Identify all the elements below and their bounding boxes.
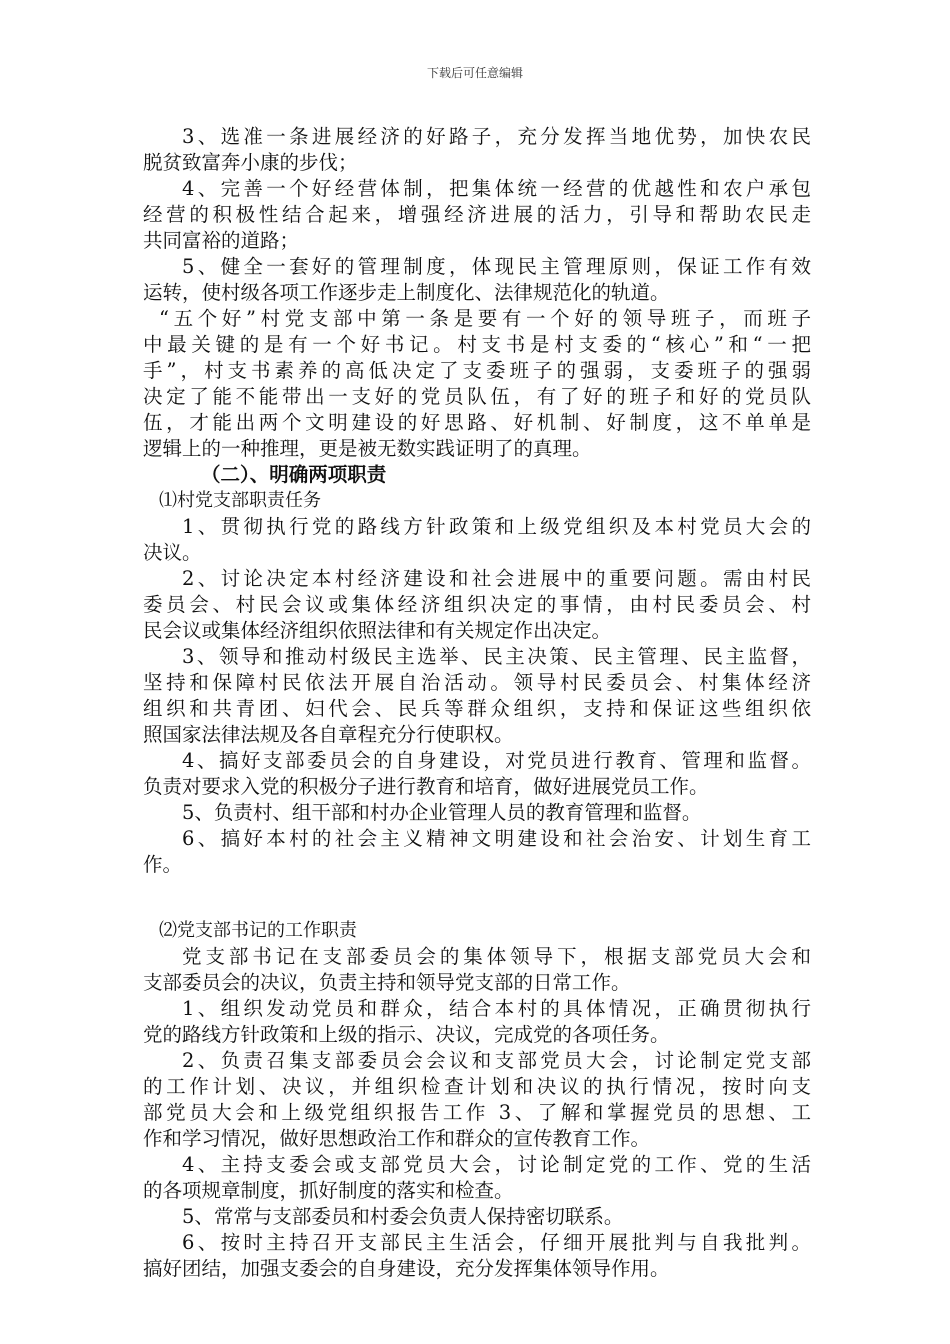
paragraph-line: 作。 bbox=[143, 853, 183, 876]
paragraph-line: 6、搞好本村的社会主义精神文明建设和社会治安、计划生育工 bbox=[182, 827, 811, 850]
paragraph-line: 手”，村支书素养的高低决定了支委班子的强弱，支委班子的强弱 bbox=[143, 359, 811, 382]
paragraph-line: 6、按时主持召开支部民主生活会，仔细开展批判与自我批判。 bbox=[182, 1231, 811, 1254]
section-heading: （二）、明确两项职责 bbox=[201, 463, 387, 486]
paragraph-line: 支部委员会的决议，负责主持和领导党支部的日常工作。 bbox=[143, 971, 631, 994]
paragraph-line: 负责对要求入党的积极分子进行教育和培育，做好进展党员工作。 bbox=[143, 775, 709, 798]
paragraph-line: 党的路线方针政策和上级的指示、决议，完成党的各项任务。 bbox=[143, 1023, 670, 1046]
paragraph-line: 2、负责召集支部委员会会议和支部党员大会，讨论制定党支部 bbox=[182, 1049, 811, 1072]
paragraph-line: 3、领导和推动村级民主选举、民主决策、民主管理、民主监督， bbox=[182, 645, 811, 668]
paragraph-line: 坚持和保障村民依法开展自治活动。领导村民委员会、村集体经济 bbox=[143, 671, 811, 694]
blank-space bbox=[143, 878, 811, 918]
paragraph-line: 决定了能不能带出一支好的党员队伍，有了好的班子和好的党员队 bbox=[143, 385, 811, 408]
paragraph-line: 4、完善一个好经营体制，把集体统一经营的优越性和农户承包 bbox=[182, 177, 811, 200]
paragraph-line: 中最关键的是有一个好书记。村支书是村支委的“核心”和“一把 bbox=[143, 333, 811, 356]
paragraph-line: 逻辑上的一种推理，更是被无数实践证明了的真理。 bbox=[143, 437, 592, 460]
paragraph-line: 民会议或集体经济组织依照法律和有关规定作出决定。 bbox=[143, 619, 612, 642]
paragraph-line: 作和学习情况，做好思想政治工作和群众的宣传教育工作。 bbox=[143, 1127, 651, 1150]
paragraph-line: 委员会、村民会议或集体经济组织决定的事情，由村民委员会、村 bbox=[143, 593, 811, 616]
paragraph-line: 经营的积极性结合起来，增强经济进展的活力，引导和帮助农民走 bbox=[143, 203, 811, 226]
paragraph-line: “五个好”村党支部中第一条是要有一个好的领导班子，而班子 bbox=[159, 307, 811, 330]
paragraph-line: 1、贯彻执行党的路线方针政策和上级党组织及本村党员大会的 bbox=[182, 515, 811, 538]
paragraph-line: 的各项规章制度，抓好制度的落实和检查。 bbox=[143, 1179, 514, 1202]
paragraph-line: 组织和共青团、妇代会、民兵等群众组织，支持和保证这些组织依 bbox=[143, 697, 811, 720]
paragraph-line: 4、搞好支部委员会的自身建设，对党员进行教育、管理和监督。 bbox=[182, 749, 811, 772]
paragraph-line: 照国家法律法规及各自章程充分行使职权。 bbox=[143, 723, 514, 746]
document-body bbox=[143, 124, 811, 1282]
paragraph-line: 党支部书记在支部委员会的集体领导下，根据支部党员大会和 bbox=[182, 945, 811, 968]
paragraph-line: 伍，才能出两个文明建设的好思路、好机制、好制度，这不单单是 bbox=[143, 411, 811, 434]
subsection-title: ⑵党支部书记的工作职责 bbox=[159, 920, 357, 941]
paragraph-line: 共同富裕的道路； bbox=[143, 229, 300, 252]
paragraph-line: 5、常常与支部委员和村委会负责人保持密切联系。 bbox=[182, 1205, 624, 1228]
paragraph-line: 2、讨论决定本村经济建设和社会进展中的重要问题。需由村民 bbox=[182, 567, 811, 590]
paragraph-line: 5、负责村、组干部和村办企业管理人员的教育管理和监督。 bbox=[182, 801, 702, 824]
paragraph-line: 的工作计划、决议，并组织检查计划和决议的执行情况，按时向支 bbox=[143, 1075, 811, 1098]
page-header: 下载后可任意编辑 bbox=[426, 66, 523, 80]
paragraph-line: 运转，使村级各项工作逐步走上制度化、法律规范化的轨道。 bbox=[143, 281, 670, 304]
paragraph-line: 决议。 bbox=[143, 541, 202, 564]
paragraph-line: 1、组织发动党员和群众，结合本村的具体情况，正确贯彻执行 bbox=[182, 997, 811, 1020]
paragraph-line: 脱贫致富奔小康的步伐； bbox=[143, 151, 358, 174]
subsection-title: ⑴村党支部职责任务 bbox=[159, 490, 321, 511]
paragraph-line: 部党员大会和上级党组织报告工作 3、了解和掌握党员的思想、工 bbox=[143, 1101, 811, 1124]
paragraph-line: 5、健全一套好的管理制度，体现民主管理原则，保证工作有效 bbox=[182, 255, 811, 278]
paragraph-line: 3、选准一条进展经济的好路子，充分发挥当地优势，加快农民 bbox=[182, 125, 811, 148]
paragraph-line: 搞好团结，加强支委会的自身建设，充分发挥集体领导作用。 bbox=[143, 1257, 670, 1280]
paragraph-line: 4、主持支委会或支部党员大会，讨论制定党的工作、党的生活 bbox=[182, 1153, 811, 1176]
